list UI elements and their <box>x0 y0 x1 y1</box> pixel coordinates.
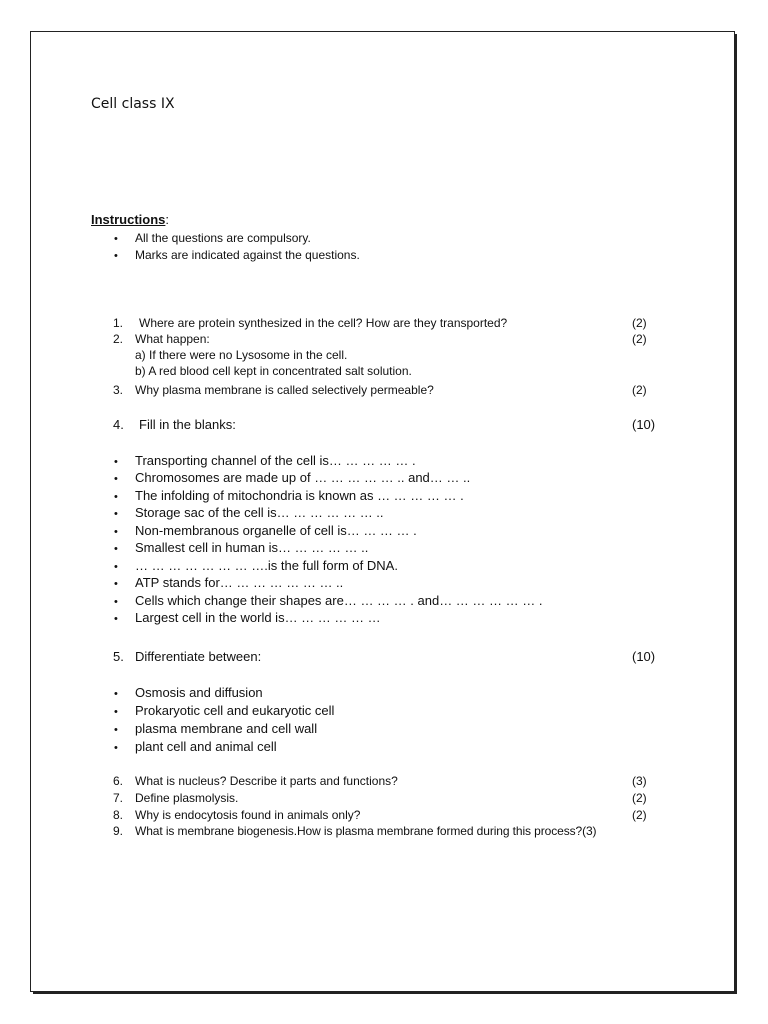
question-number: 9. <box>113 824 124 838</box>
question-number: 7. <box>113 791 124 805</box>
blank-item: Transporting channel of the cell is… … … … … . <box>135 453 416 468</box>
question-number: 8. <box>113 808 124 822</box>
bullet-icon: • <box>114 578 118 590</box>
question-marks: (10) <box>632 417 656 432</box>
question-marks: (2) <box>632 791 647 805</box>
bullet-icon: • <box>114 688 118 700</box>
bullet-icon: • <box>114 706 118 718</box>
blank-item: Non-membranous organelle of cell is… … … … . <box>135 523 417 538</box>
question-subpart: a) If there were no Lysosome in the cell. <box>135 348 348 362</box>
question-number: 1. <box>113 316 124 330</box>
question-number: 5. <box>113 649 124 664</box>
blank-item: Storage sac of the cell is… … … … … … .. <box>135 505 384 520</box>
blank-item: ATP stands for… … … … … … … .. <box>135 575 344 590</box>
question-marks: (2) <box>632 808 647 822</box>
blank-item: The infolding of mitochondria is known as … … … … … . <box>135 488 464 503</box>
question-marks: (10) <box>632 649 656 664</box>
bullet-icon: • <box>114 233 118 245</box>
instruction-item: Marks are indicated against the questions. <box>135 248 360 262</box>
question-number: 3. <box>113 383 124 397</box>
instructions-colon: : <box>165 212 170 227</box>
bullet-icon: • <box>114 742 118 754</box>
differentiate-item: plasma membrane and cell wall <box>135 721 318 736</box>
bullet-icon: • <box>114 613 118 625</box>
blank-item: Chromosomes are made up of … … … … … .. and… … .. <box>135 470 471 485</box>
bullet-icon: • <box>114 508 118 520</box>
question-subpart: b) A red blood cell kept in concentrated salt solution. <box>135 364 412 378</box>
question-number: 2. <box>113 332 124 346</box>
differentiate-item: Osmosis and diffusion <box>135 685 263 700</box>
blank-item: … … … … … … … ….is the full form of DNA. <box>135 558 398 573</box>
bullet-icon: • <box>114 473 118 485</box>
bullet-icon: • <box>114 724 118 736</box>
bullet-icon: • <box>114 526 118 538</box>
blank-item: Cells which change their shapes are… … … … . and… … … … … … . <box>135 593 543 608</box>
question-number: 4. <box>113 417 124 432</box>
question-marks: (2) <box>632 332 647 346</box>
question-text: What is membrane biogenesis.How is plasma membrane formed during this process?(3) <box>135 824 597 838</box>
question-marks: (2) <box>632 316 647 330</box>
bullet-icon: • <box>114 250 118 262</box>
document-title: Cell class IX <box>91 96 175 112</box>
instructions-heading <box>91 212 169 227</box>
question-number: 6. <box>113 774 124 788</box>
question-text: Differentiate between: <box>135 649 262 664</box>
bullet-icon: • <box>114 456 118 468</box>
instructions-label: Instructions <box>91 212 166 227</box>
question-text: Define plasmolysis. <box>135 791 239 805</box>
question-text: What happen: <box>135 332 210 346</box>
differentiate-item: Prokaryotic cell and eukaryotic cell <box>135 703 335 718</box>
bullet-icon: • <box>114 543 118 555</box>
blank-item: Largest cell in the world is… … … … … … <box>135 610 381 625</box>
differentiate-item: plant cell and animal cell <box>135 739 277 754</box>
question-marks: (3) <box>632 774 647 788</box>
question-text: Fill in the blanks: <box>139 417 236 432</box>
blank-item: Smallest cell in human is… … … … … .. <box>135 540 369 555</box>
question-text: Where are protein synthesized in the cell? How are they transported? <box>139 316 508 330</box>
question-text: Why plasma membrane is called selectively permeable? <box>135 383 434 397</box>
bullet-icon: • <box>114 561 118 573</box>
question-marks: (2) <box>632 383 647 397</box>
instruction-item: All the questions are compulsory. <box>135 231 311 245</box>
bullet-icon: • <box>114 491 118 503</box>
bullet-icon: • <box>114 596 118 608</box>
question-text: Why is endocytosis found in animals only? <box>135 808 361 822</box>
question-text: What is nucleus? Describe it parts and functions? <box>135 774 398 788</box>
